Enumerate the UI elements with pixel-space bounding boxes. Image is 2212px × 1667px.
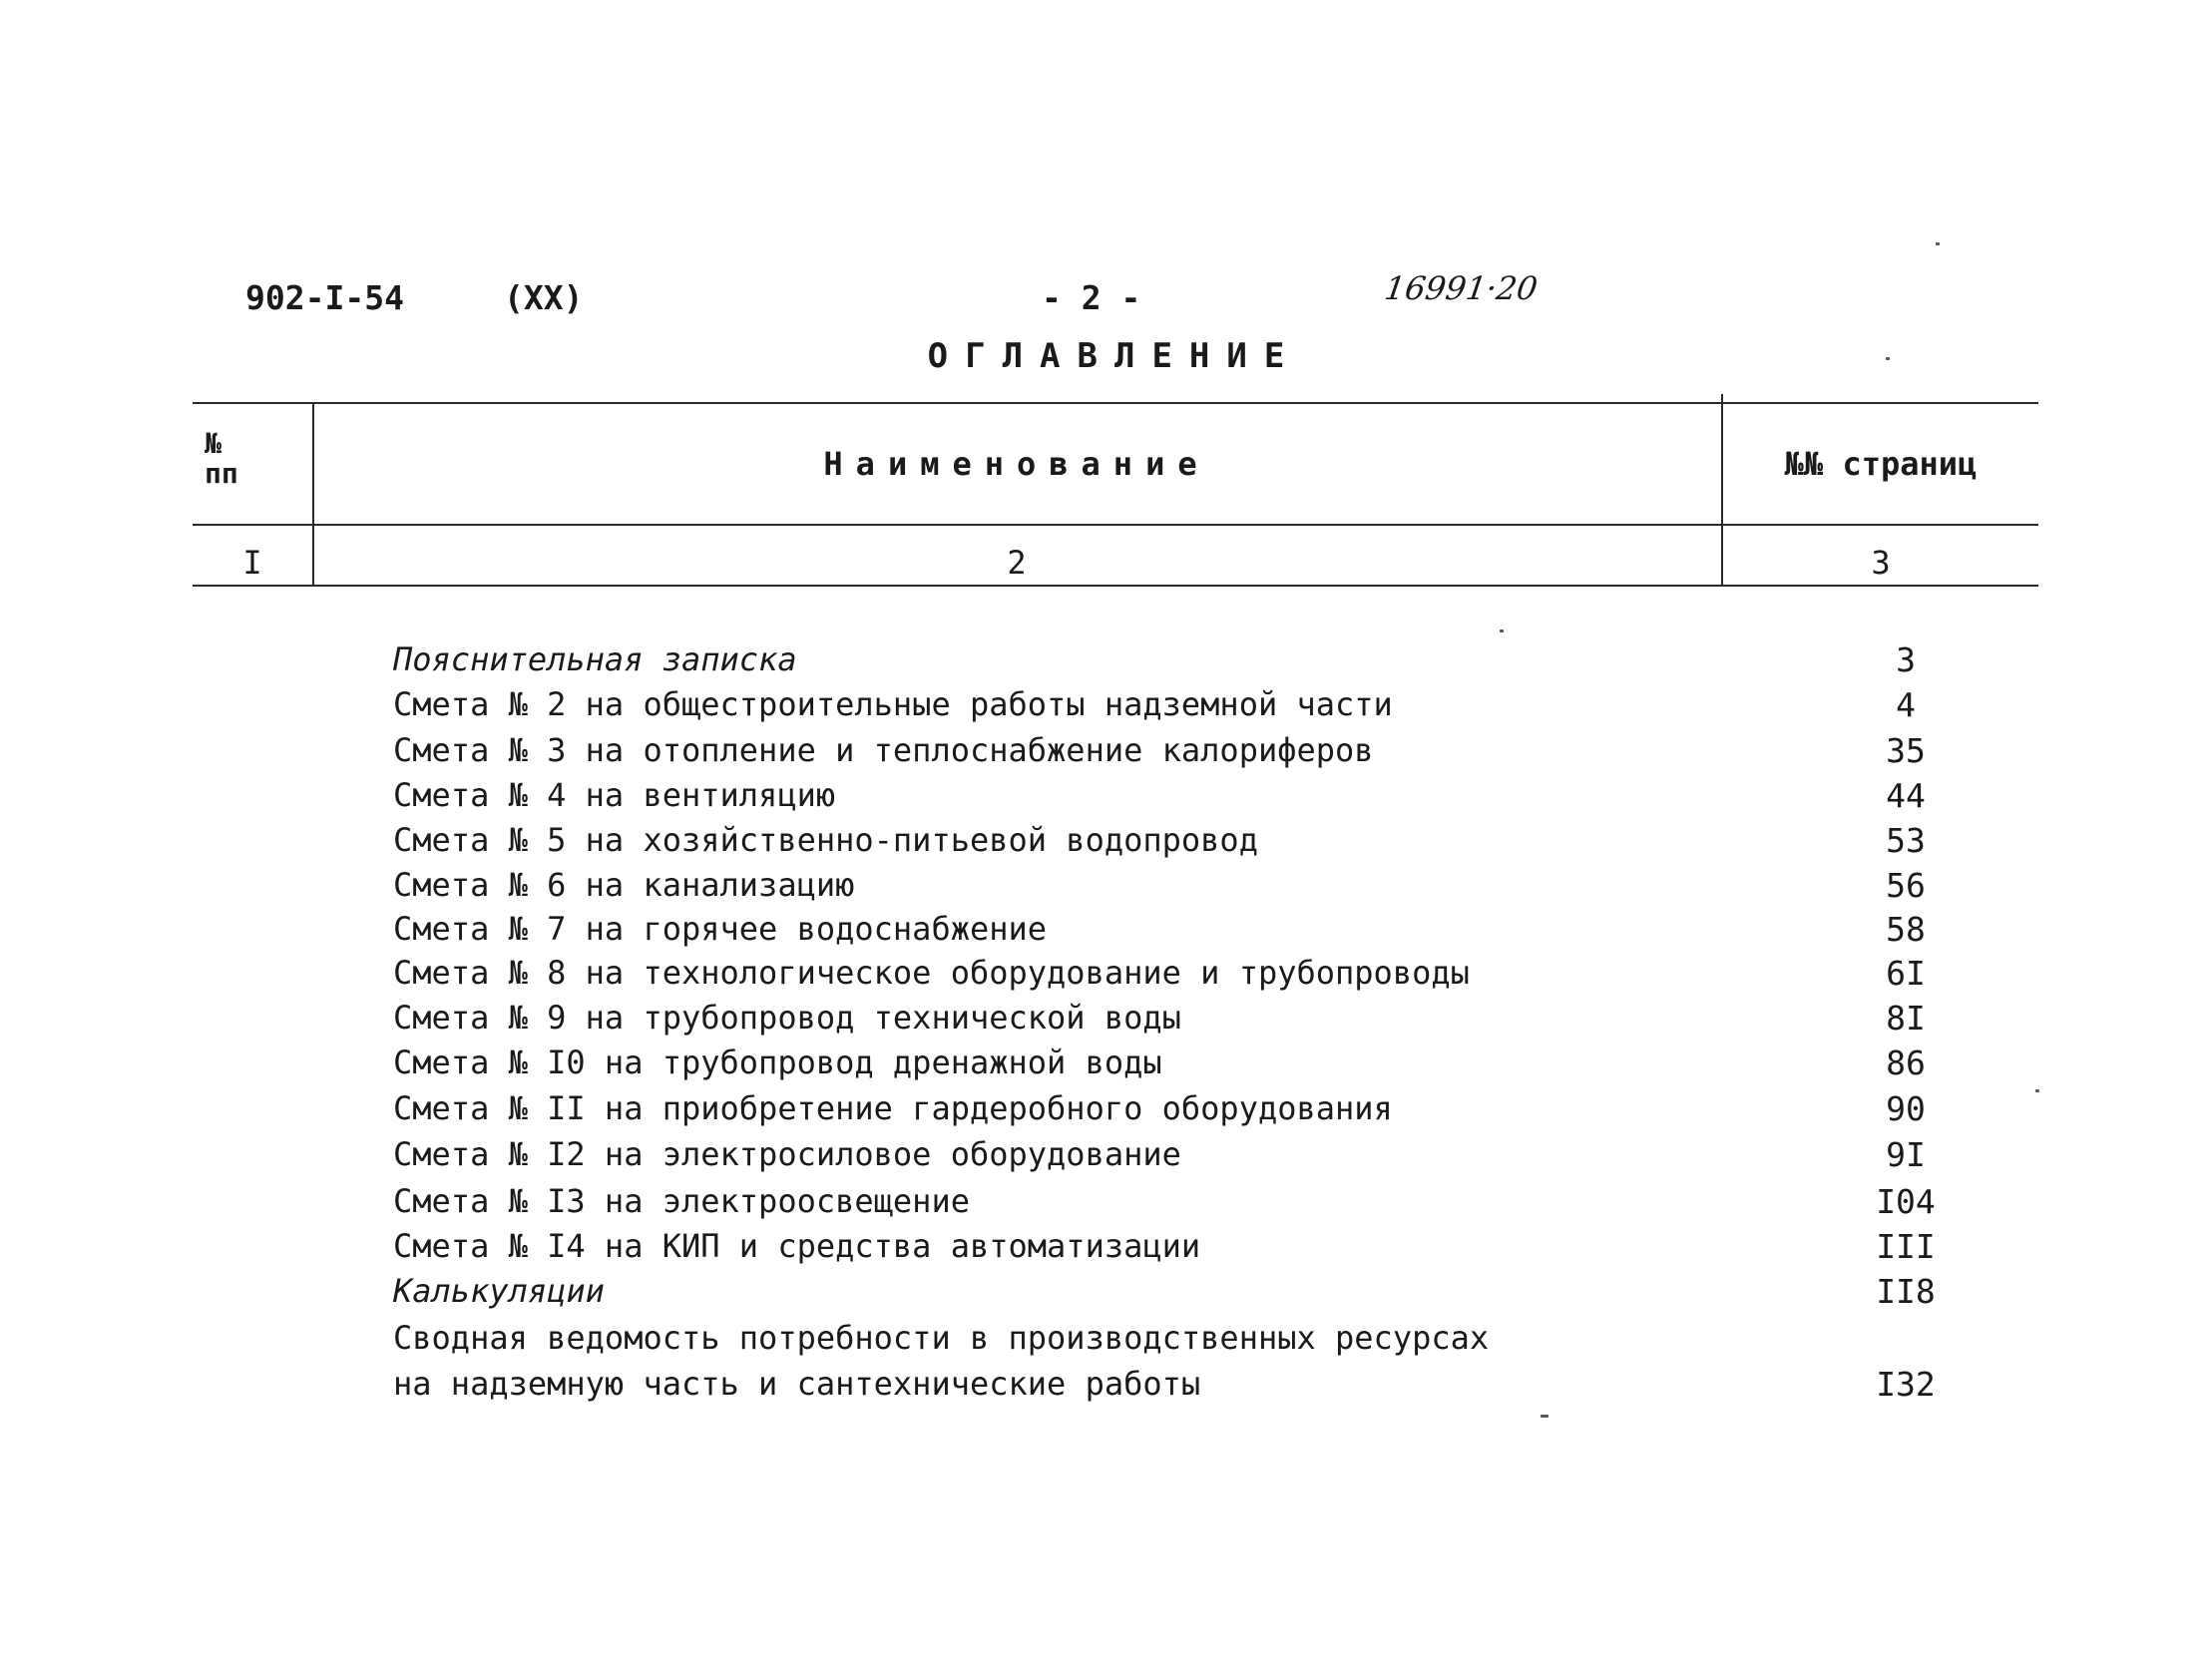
toc-entry-name: Смета № I4 на КИП и средства автоматизации <box>393 1227 1201 1265</box>
toc-entry <box>0 1135 2212 1181</box>
toc-entry <box>0 685 2212 731</box>
toc-entry <box>0 1089 2212 1135</box>
toc-entry <box>0 1043 2212 1089</box>
toc-entry-page: 86 <box>1886 1043 1926 1082</box>
toc-entry-page: II8 <box>1876 1272 1936 1311</box>
toc-entry <box>0 776 2212 822</box>
toc-entry <box>0 640 2212 686</box>
scan-speck <box>1541 1415 1548 1418</box>
toc-entry-name: Смета № II на приобретение гардеробного оборудования <box>393 1089 1393 1127</box>
header-middle-rule <box>193 524 2038 526</box>
toc-entry-page: 3 <box>1896 640 1916 679</box>
toc-entry-page: 53 <box>1886 821 1926 860</box>
toc-entry-page: I32 <box>1876 1365 1936 1404</box>
header-bottom-rule <box>193 585 2038 587</box>
toc-entry-name: Калькуляции <box>393 1272 605 1310</box>
toc-entry-name: Смета № I0 на трубопровод дренажной воды <box>393 1043 1162 1081</box>
column-number-1: I <box>242 544 262 582</box>
toc-entry <box>0 1272 2212 1318</box>
page-number: - 2 - <box>1042 278 1141 317</box>
toc-entry-name: Смета № 9 на трубопровод технической воды <box>393 999 1181 1037</box>
toc-entry-name: Смета № I3 на электроосвещение <box>393 1182 970 1220</box>
toc-entry-page: 56 <box>1886 866 1926 905</box>
column-number-2: 2 <box>1007 544 1027 582</box>
toc-entry <box>0 999 2212 1044</box>
toc-entry-name: Сводная ведомость потребности в производственных ресурсах <box>393 1319 1490 1357</box>
toc-entry <box>0 866 2212 912</box>
toc-entry-page: III <box>1876 1227 1936 1266</box>
toc-entry-name: Смета № 4 на вентиляцию <box>393 776 836 814</box>
toc-entry-page: I04 <box>1876 1182 1936 1221</box>
toc-entry-page: 4 <box>1896 685 1916 724</box>
album-number: (XX) <box>504 278 584 317</box>
toc-entry <box>0 1365 2212 1411</box>
column-number-3: 3 <box>1871 544 1891 582</box>
toc-entry-page: 8I <box>1886 999 1926 1038</box>
toc-entry <box>0 910 2212 956</box>
scan-speck <box>1886 357 1890 360</box>
scan-speck <box>2035 1089 2039 1092</box>
document-code: 902-I-54 <box>245 278 404 317</box>
header-top-rule <box>193 402 2038 404</box>
toc-entry-name: Смета № 5 на хозяйственно-питьевой водопровод <box>393 821 1258 859</box>
toc-entry-page: 44 <box>1886 776 1926 815</box>
toc-entry-name: Смета № 6 на канализацию <box>393 866 855 904</box>
toc-entry-name: Смета № I2 на электросиловое оборудование <box>393 1135 1181 1173</box>
scan-speck <box>1936 242 1940 245</box>
toc-entry-page: 58 <box>1886 910 1926 949</box>
toc-entry-name: Пояснительная записка <box>393 640 797 678</box>
toc-entry-page: 90 <box>1886 1089 1926 1128</box>
toc-entry <box>0 1182 2212 1228</box>
scan-speck <box>1500 629 1504 632</box>
toc-entry-name: Смета № 3 на отопление и теплоснабжение калориферов <box>393 731 1374 769</box>
handwritten-reference: 16991·20 <box>1382 269 1541 307</box>
toc-entry <box>0 954 2212 1000</box>
toc-entry <box>0 821 2212 867</box>
toc-entry <box>0 1227 2212 1273</box>
toc-entry-name: Смета № 8 на технологическое оборудование и трубопроводы <box>393 954 1470 992</box>
toc-entry-name: на надземную часть и сантехнические работы <box>393 1365 1201 1403</box>
toc-entry <box>0 1319 2212 1365</box>
toc-entry-name: Смета № 7 на горячее водоснабжение <box>393 910 1048 948</box>
page-title: ОГЛАВЛЕНИЕ <box>927 336 1302 376</box>
toc-entry-page: 35 <box>1886 731 1926 770</box>
column-header-pages: №№ страниц <box>1784 445 1978 483</box>
toc-entry-name: Смета № 2 на общестроительные работы надземной части <box>393 685 1393 723</box>
toc-entry-page: 9I <box>1886 1135 1926 1174</box>
toc-entry-page: 6I <box>1886 954 1926 993</box>
toc-entry <box>0 731 2212 777</box>
column-header-number: № пп <box>205 427 238 490</box>
column-header-name: Наименование <box>823 445 1210 483</box>
